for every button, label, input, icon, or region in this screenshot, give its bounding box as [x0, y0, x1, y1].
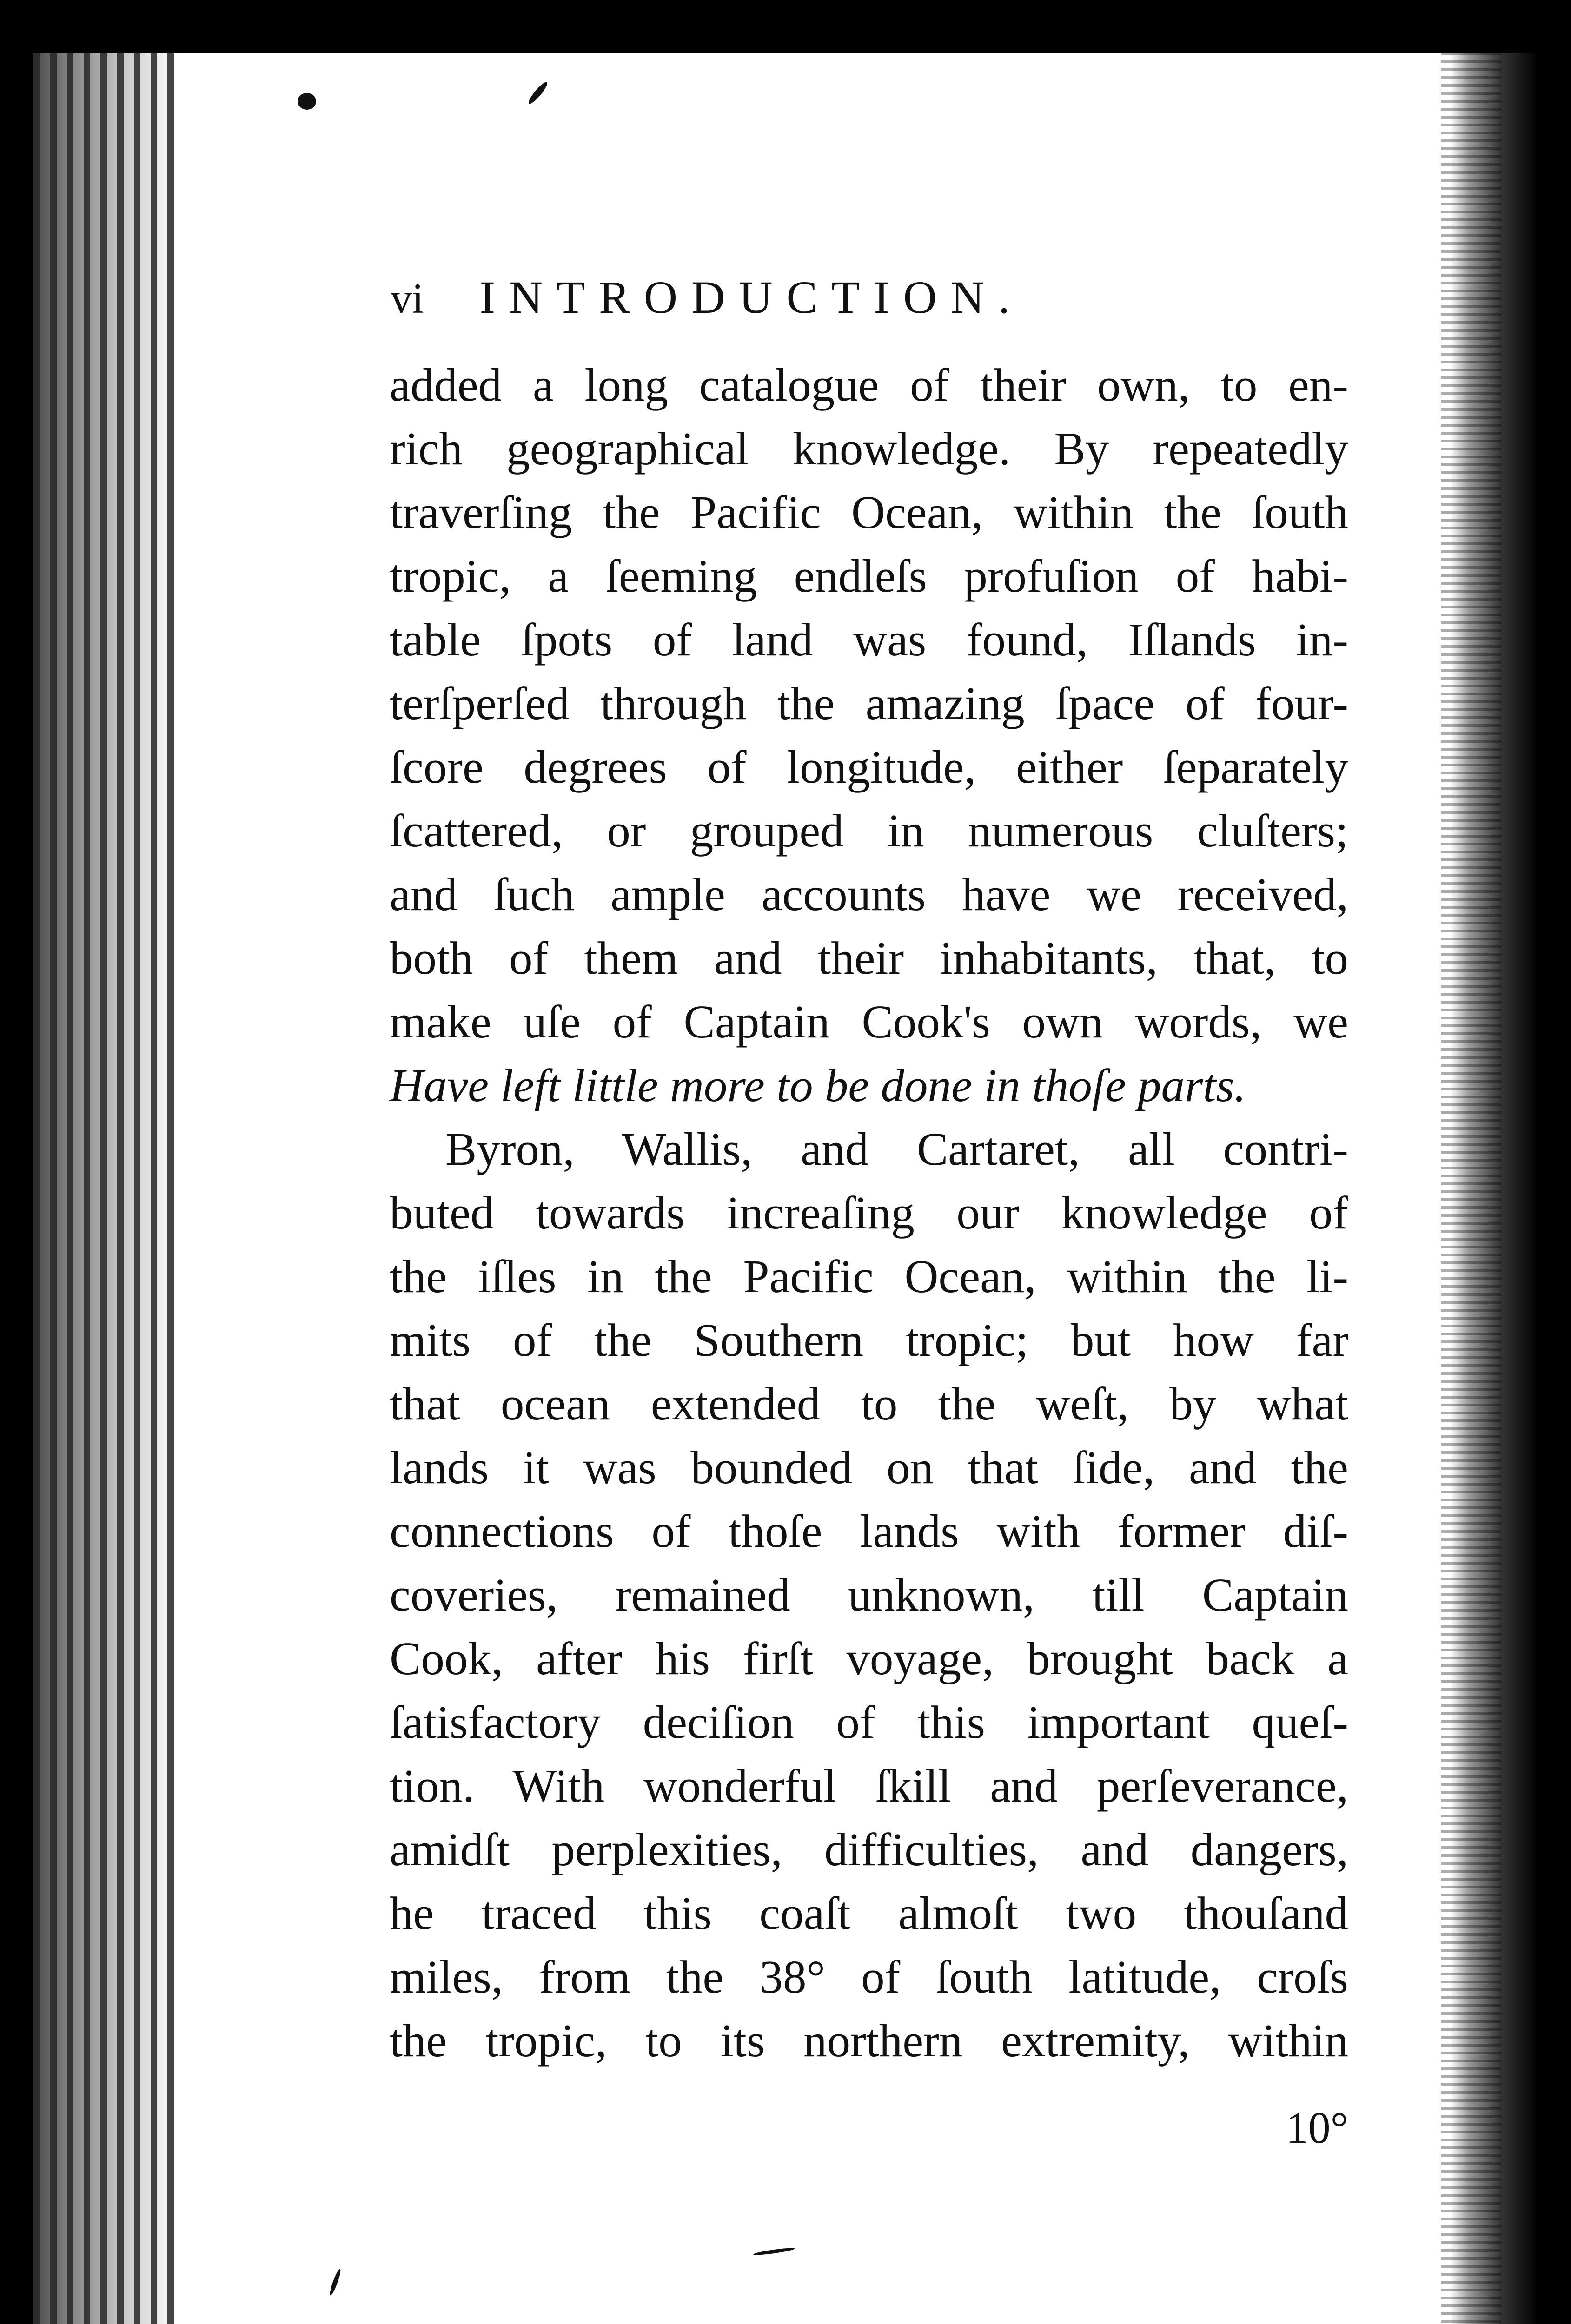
text-line: buted towards increaſing our knowledge of [390, 1187, 1348, 1239]
text-line: rich geographical knowledge. By repeatedly [390, 423, 1348, 475]
text-line: amidſt perplexities, difficulties, and dangers, [390, 1823, 1348, 1875]
text-line: ſcore degrees of longitude, either ſeparately [390, 741, 1348, 793]
text-line: ſcattered, or grouped in numerous cluſters; [390, 805, 1348, 857]
text-line: make uſe of Captain Cook's own words, we [390, 996, 1348, 1048]
text-line: connections of thoſe lands with former diſ- [390, 1505, 1348, 1557]
paragraph-start-line: Byron, Wallis, and Cartaret, all contri- [445, 1123, 1348, 1175]
text-line: he traced this coaſt almoſt two thouſand [390, 1887, 1348, 1939]
text-line: added a long catalogue of their own, to en- [390, 359, 1348, 411]
text-line: miles, from the 38° of ſouth latitude, croſs [390, 1951, 1348, 2003]
text-line: tropic, a ſeeming endleſs profuſion of habi- [390, 550, 1348, 602]
body-text [390, 353, 1348, 2073]
page-header [391, 271, 1353, 326]
text-line: tion. With wonderful ſkill and perſeverance, [390, 1760, 1348, 1812]
catchword: 10° [1286, 2103, 1348, 2152]
text-line: terſperſed through the amazing ſpace of four- [390, 677, 1348, 729]
text-line-italic-quote: Have left little more to be done in thoſe parts. [390, 1059, 1246, 1111]
text-line: mits of the Southern tropic; but how far [390, 1314, 1348, 1366]
text-line: lands it was bounded on that ſide, and the [390, 1441, 1348, 1493]
text-line: the iſles in the Pacific Ocean, within the li- [390, 1250, 1348, 1302]
ink-speck [526, 80, 549, 106]
text-line: the tropic, to its northern extremity, within [390, 2014, 1348, 2067]
text-line: table ſpots of land was found, Iſlands in- [390, 614, 1348, 666]
scan-top-border [0, 0, 1571, 53]
text-line: that ocean extended to the weſt, by what [390, 1378, 1348, 1430]
text-line: both of them and their inhabitants, that, to [390, 932, 1348, 984]
page-number: vi [391, 275, 424, 322]
text-line: coveries, remained unknown, till Captain [390, 1569, 1348, 1621]
text-line: traverſing the Pacific Ocean, within the ſouth [390, 486, 1348, 538]
text-line: ſatisfactory deciſion of this important queſ- [390, 1696, 1348, 1748]
text-line: and ſuch ample accounts have we received, [390, 868, 1348, 920]
ink-speck [753, 2247, 795, 2256]
running-head: INTRODUCTION. [479, 271, 1024, 323]
ink-speck [298, 93, 316, 110]
text-line: Cook, after his firſt voyage, brought back a [390, 1632, 1348, 1684]
page-edge-noise [1441, 53, 1501, 2324]
ink-speck [328, 2268, 342, 2296]
scan-left-border [0, 53, 33, 2324]
